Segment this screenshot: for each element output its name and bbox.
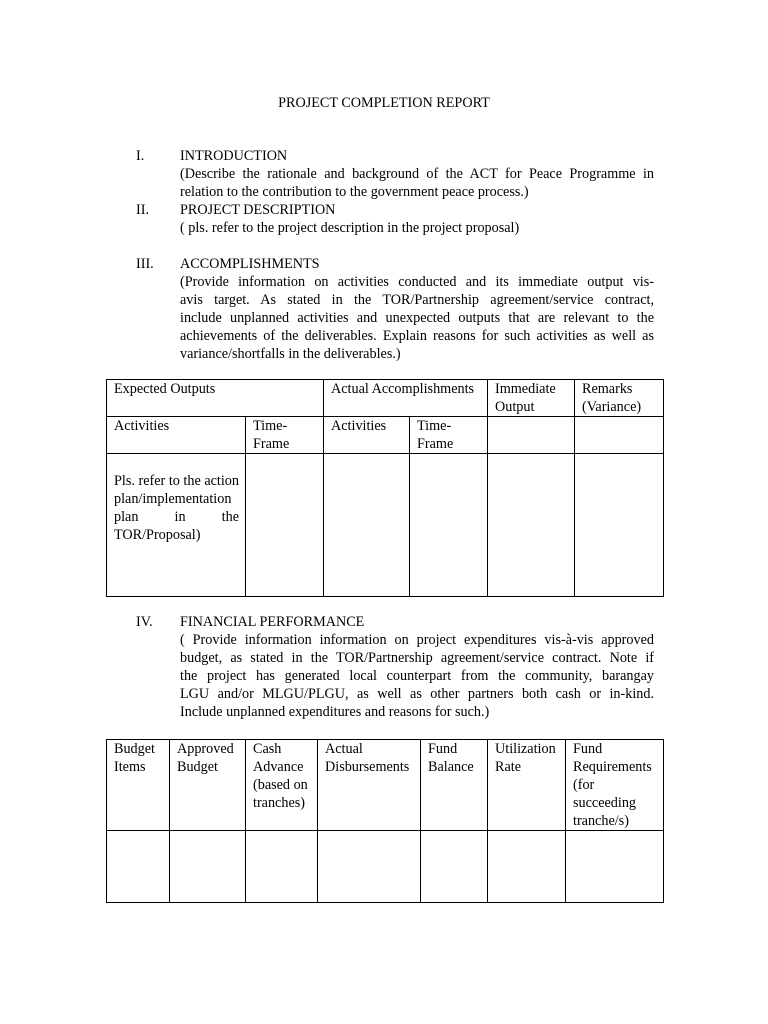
- table-cell: [246, 831, 318, 903]
- accomplishments-table: [106, 379, 664, 597]
- table-cell: [410, 454, 488, 597]
- header-fund-balance: Fund Balance: [421, 740, 488, 831]
- header-fund-requirements: Fund Requirements (for succeeding tranche/s): [566, 740, 664, 831]
- table-cell: [246, 454, 324, 597]
- table-cell: [488, 417, 575, 454]
- header-remarks: Remarks (Variance): [575, 380, 664, 417]
- header-cash-advance: Cash Advance (based on tranches): [246, 740, 318, 831]
- section-description: (Provide information on activities conducted and its immediate output vis- avis target. As stated in the TOR/Partnership agreement/service contract, include unplanned activities and unexpected outputs that are relevant to the achievements of the deliverables. Explain reasons for such activities as well as variance/shortfalls in the deliverables.): [180, 274, 654, 362]
- header-expected-outputs: Expected Outputs: [107, 380, 324, 417]
- section-heading: INTRODUCTION: [180, 148, 288, 164]
- section-heading: ACCOMPLISHMENTS: [180, 256, 320, 272]
- header-budget-items: Budget Items: [107, 740, 170, 831]
- section-numeral: III.: [136, 256, 154, 272]
- header-utilization-rate: Utilization Rate: [488, 740, 566, 831]
- table-cell: [566, 831, 664, 903]
- header-immediate-output: Immediate Output: [488, 380, 575, 417]
- table-cell: [488, 831, 566, 903]
- table-cell: [575, 454, 664, 597]
- header-time-frame: Time-Frame: [410, 417, 488, 454]
- table-cell: [488, 454, 575, 597]
- table-cell: [318, 831, 421, 903]
- section-heading: PROJECT DESCRIPTION: [180, 202, 336, 218]
- header-actual-accomplishments: Actual Accomplishments: [324, 380, 488, 417]
- section-description: ( pls. refer to the project description in the project proposal): [180, 220, 520, 236]
- header-approved-budget: Approved Budget: [170, 740, 246, 831]
- section-numeral: II.: [136, 202, 149, 218]
- section-description: ( Provide information information on project expenditures vis-à-vis approved budget, as stated in the TOR/Partnership agreement/service contract. Note if the project has generated local counterpart from the community, barangay LGU and/or MLGU/PLGU, as well as other partners both cash or in-kind. Include unplanned expenditures and reasons for such.): [180, 632, 654, 720]
- section-numeral: IV.: [136, 614, 153, 630]
- financial-table: [106, 739, 664, 903]
- section-numeral: I.: [136, 148, 145, 164]
- table-cell: [107, 831, 170, 903]
- table-cell: [421, 831, 488, 903]
- table-cell: [324, 454, 410, 597]
- table-cell: [170, 831, 246, 903]
- header-activities: Activities: [324, 417, 410, 454]
- page-title: PROJECT COMPLETION REPORT: [278, 95, 490, 111]
- section-description: (Describe the rationale and background of the ACT for Peace Programme in relation to the contribution to the government peace process.): [180, 166, 654, 200]
- table-cell: [575, 417, 664, 454]
- header-activities: Activities: [107, 417, 246, 454]
- header-actual-disbursements: Actual Disbursements: [318, 740, 421, 831]
- header-time-frame: Time-Frame: [246, 417, 324, 454]
- action-plan-note: Pls. refer to the action plan/implementation plan in the TOR/Proposal): [107, 454, 246, 597]
- section-heading: FINANCIAL PERFORMANCE: [180, 614, 365, 630]
